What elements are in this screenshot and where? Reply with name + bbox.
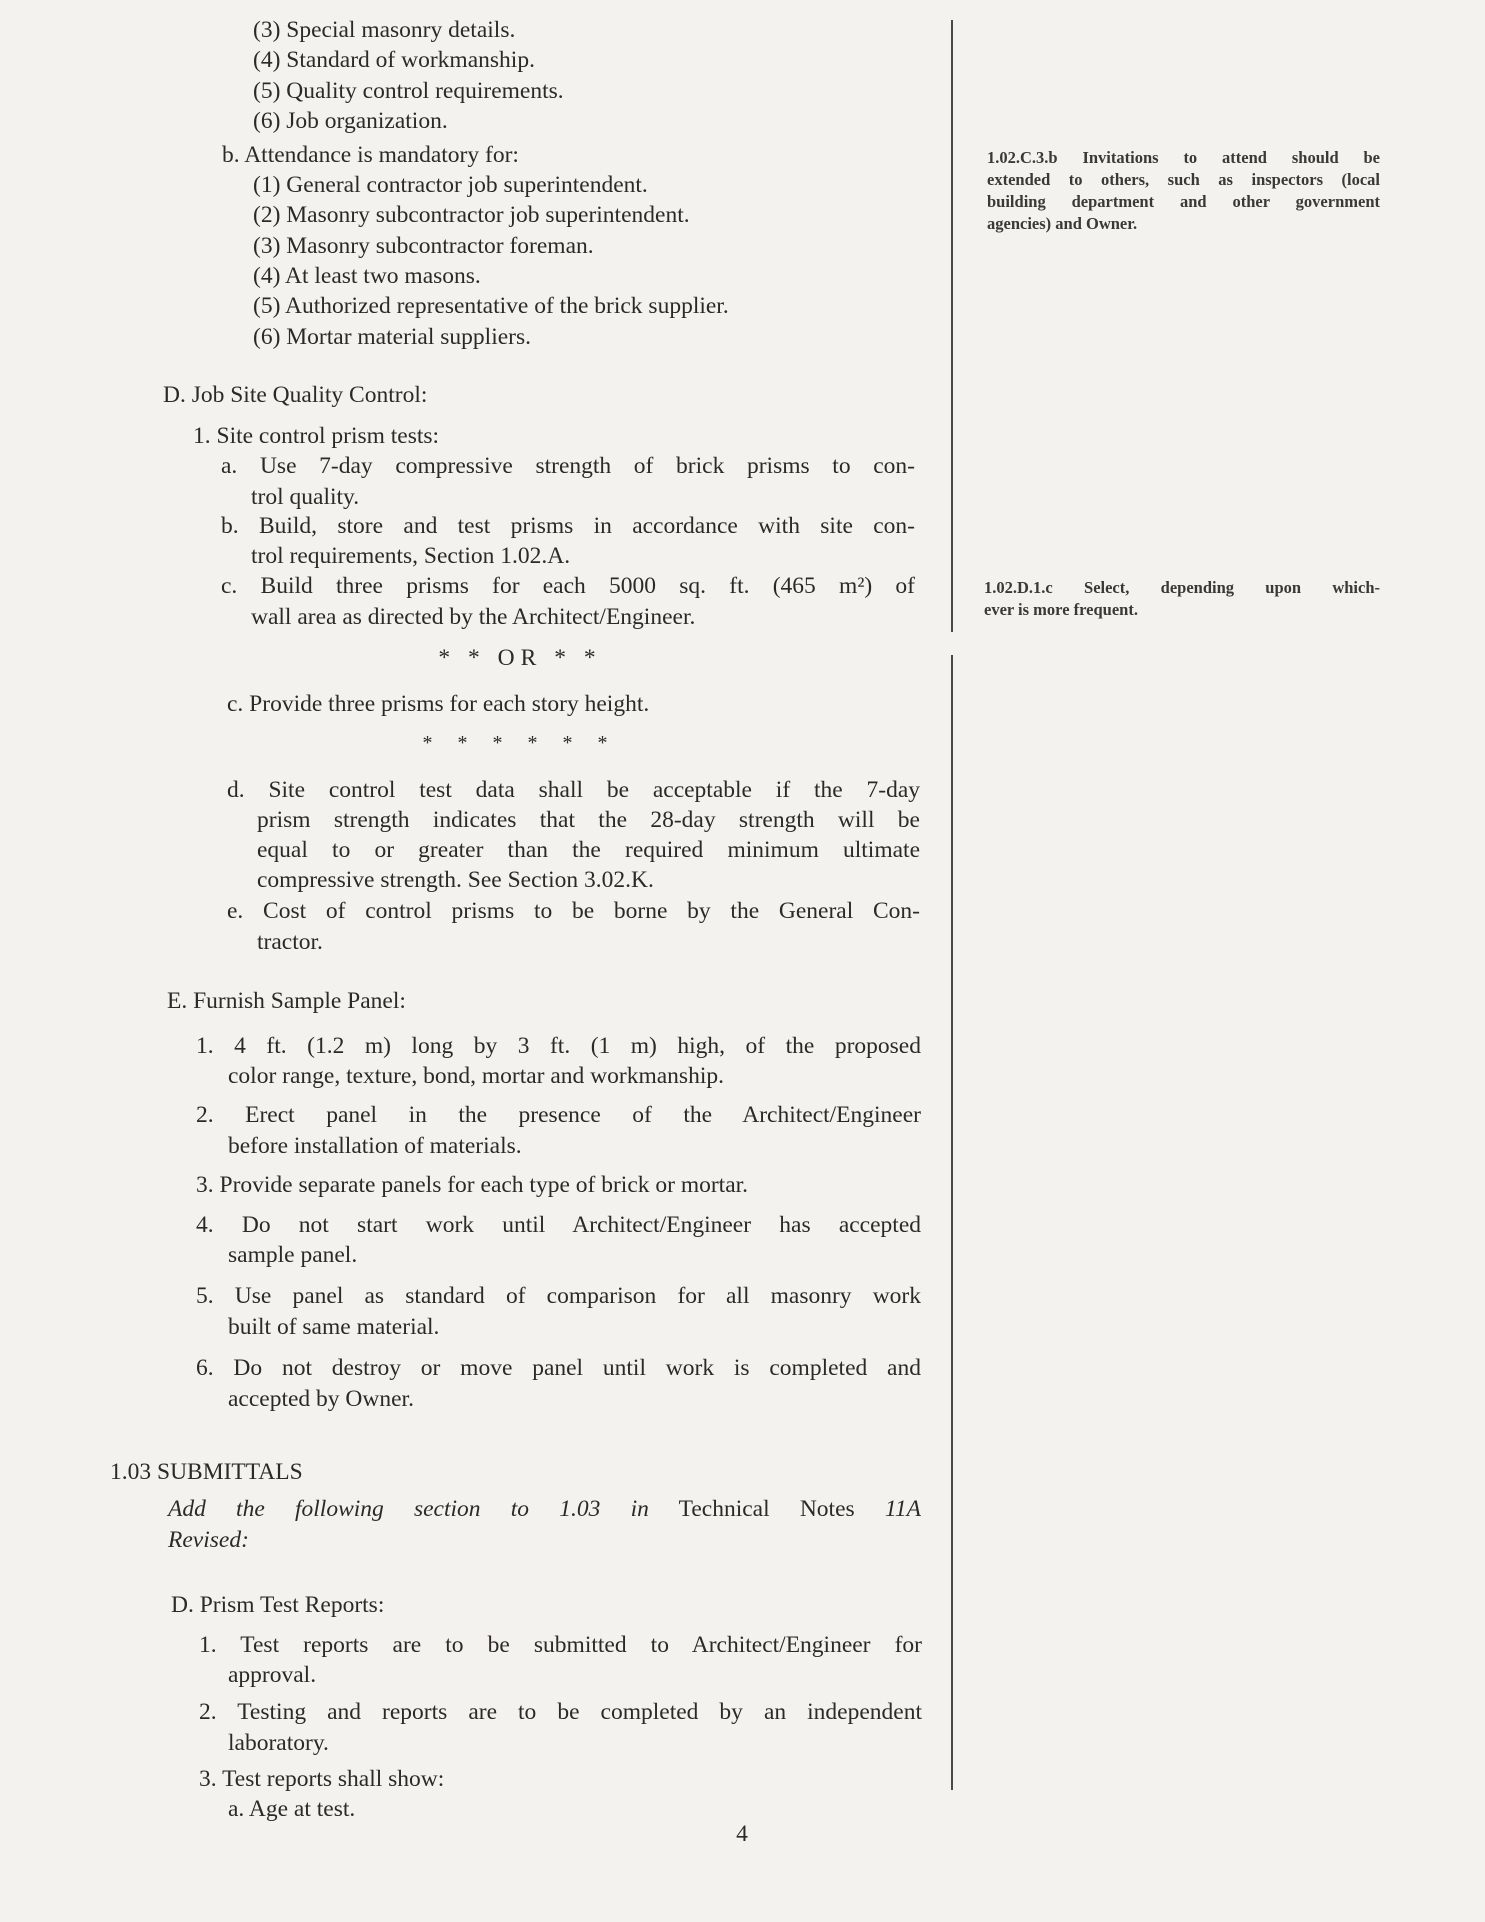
column-divider bbox=[951, 20, 953, 632]
margin-note-line: ever is more frequent. bbox=[984, 600, 1138, 619]
list-item: 1. Test reports are to be submitted to Architect/Engineer for bbox=[199, 1632, 922, 1658]
list-item: (6) Mortar material suppliers. bbox=[253, 324, 531, 350]
list-item-continuation: approval. bbox=[228, 1662, 317, 1688]
list-item: 2. Testing and reports are to be completed by an independent bbox=[199, 1699, 922, 1725]
margin-note bbox=[984, 577, 1380, 621]
list-item-continuation: accepted by Owner. bbox=[228, 1386, 414, 1412]
list-item-continuation: equal to or greater than the required minimum ultimate bbox=[257, 837, 920, 863]
list-item: a. Use 7-day compressive strength of brick prisms to con- bbox=[221, 453, 915, 479]
list-item: b. Build, store and test prisms in accordance with site con- bbox=[221, 513, 915, 539]
list-heading: b. Attendance is mandatory for: bbox=[222, 142, 519, 168]
list-item-continuation: color range, texture, bond, mortar and workmanship. bbox=[228, 1063, 724, 1089]
list-item-continuation: trol quality. bbox=[251, 484, 360, 510]
list-item: (2) Masonry subcontractor job superintendent. bbox=[253, 202, 690, 228]
list-item: 4. Do not start work until Architect/Engineer has accepted bbox=[196, 1212, 921, 1238]
list-item: (6) Job organization. bbox=[253, 108, 448, 134]
list-item: (4) Standard of workmanship. bbox=[253, 47, 535, 73]
or-separator: * * OR * * bbox=[438, 645, 602, 671]
list-item: 6. Do not destroy or move panel until work is completed and bbox=[196, 1355, 921, 1381]
margin-note bbox=[987, 147, 1380, 235]
section-heading: E. Furnish Sample Panel: bbox=[167, 988, 406, 1014]
list-item-continuation: laboratory. bbox=[228, 1730, 329, 1756]
list-item-continuation: built of same material. bbox=[228, 1314, 440, 1340]
list-item: (3) Special masonry details. bbox=[253, 17, 516, 43]
instruction-text bbox=[168, 1494, 921, 1524]
instruction-italic: Add the following section to 1.03 in bbox=[168, 1496, 649, 1522]
margin-note-line: extended to others, such as inspectors (local bbox=[987, 170, 1380, 189]
section-heading: D. Job Site Quality Control: bbox=[163, 382, 428, 408]
list-item: 5. Use panel as standard of comparison for all masonry work bbox=[196, 1283, 921, 1309]
list-item-continuation: prism strength indicates that the 28-day strength will be bbox=[257, 807, 920, 833]
list-item: c. Provide three prisms for each story height. bbox=[227, 691, 650, 717]
section-subheading: D. Prism Test Reports: bbox=[171, 1592, 385, 1618]
section-heading: 1.03 SUBMITTALS bbox=[110, 1459, 303, 1485]
list-item: (1) General contractor job superintendent. bbox=[253, 172, 648, 198]
list-item-continuation: tractor. bbox=[257, 929, 323, 955]
margin-note-line: 1.02.D.1.c Select, depending upon which- bbox=[984, 578, 1380, 597]
instruction-italic: 11A bbox=[884, 1496, 922, 1522]
list-item-continuation: compressive strength. See Section 3.02.K. bbox=[257, 867, 654, 893]
list-item-continuation: sample panel. bbox=[228, 1242, 358, 1268]
list-item: d. Site control test data shall be acceptable if the 7-day bbox=[227, 777, 920, 803]
list-item: (3) Masonry subcontractor foreman. bbox=[253, 233, 594, 259]
list-item: 2. Erect panel in the presence of the Architect/Engineer bbox=[196, 1102, 921, 1128]
list-item: 1. 4 ft. (1.2 m) long by 3 ft. (1 m) high, of the proposed bbox=[196, 1033, 921, 1059]
list-item: a. Age at test. bbox=[228, 1796, 356, 1822]
list-item-continuation: wall area as directed by the Architect/Engineer. bbox=[251, 604, 696, 630]
column-divider bbox=[951, 655, 953, 1790]
list-item-continuation: before installation of materials. bbox=[228, 1133, 522, 1159]
margin-note-line: 1.02.C.3.b Invitations to attend should be bbox=[987, 148, 1380, 167]
list-item: c. Build three prisms for each 5000 sq. ft. (465 m²) of bbox=[221, 573, 915, 599]
list-item: (5) Quality control requirements. bbox=[253, 78, 564, 104]
list-item: (4) At least two masons. bbox=[253, 263, 481, 289]
instruction-text: Revised: bbox=[168, 1527, 249, 1553]
list-item: 3. Test reports shall show: bbox=[199, 1766, 445, 1792]
star-separator: * * * * * * bbox=[422, 732, 618, 754]
list-item: 1. Site control prism tests: bbox=[193, 423, 440, 449]
list-item: 3. Provide separate panels for each type of brick or mortar. bbox=[196, 1172, 749, 1198]
instruction-roman: Technical Notes bbox=[678, 1496, 855, 1522]
list-item-continuation: trol requirements, Section 1.02.A. bbox=[251, 543, 571, 569]
list-item: (5) Authorized representative of the brick supplier. bbox=[253, 293, 729, 319]
list-item: e. Cost of control prisms to be borne by the General Con- bbox=[227, 898, 920, 924]
page-number: 4 bbox=[736, 1821, 748, 1847]
margin-note-line: building department and other government bbox=[987, 192, 1380, 211]
margin-note-line: agencies) and Owner. bbox=[987, 214, 1138, 233]
